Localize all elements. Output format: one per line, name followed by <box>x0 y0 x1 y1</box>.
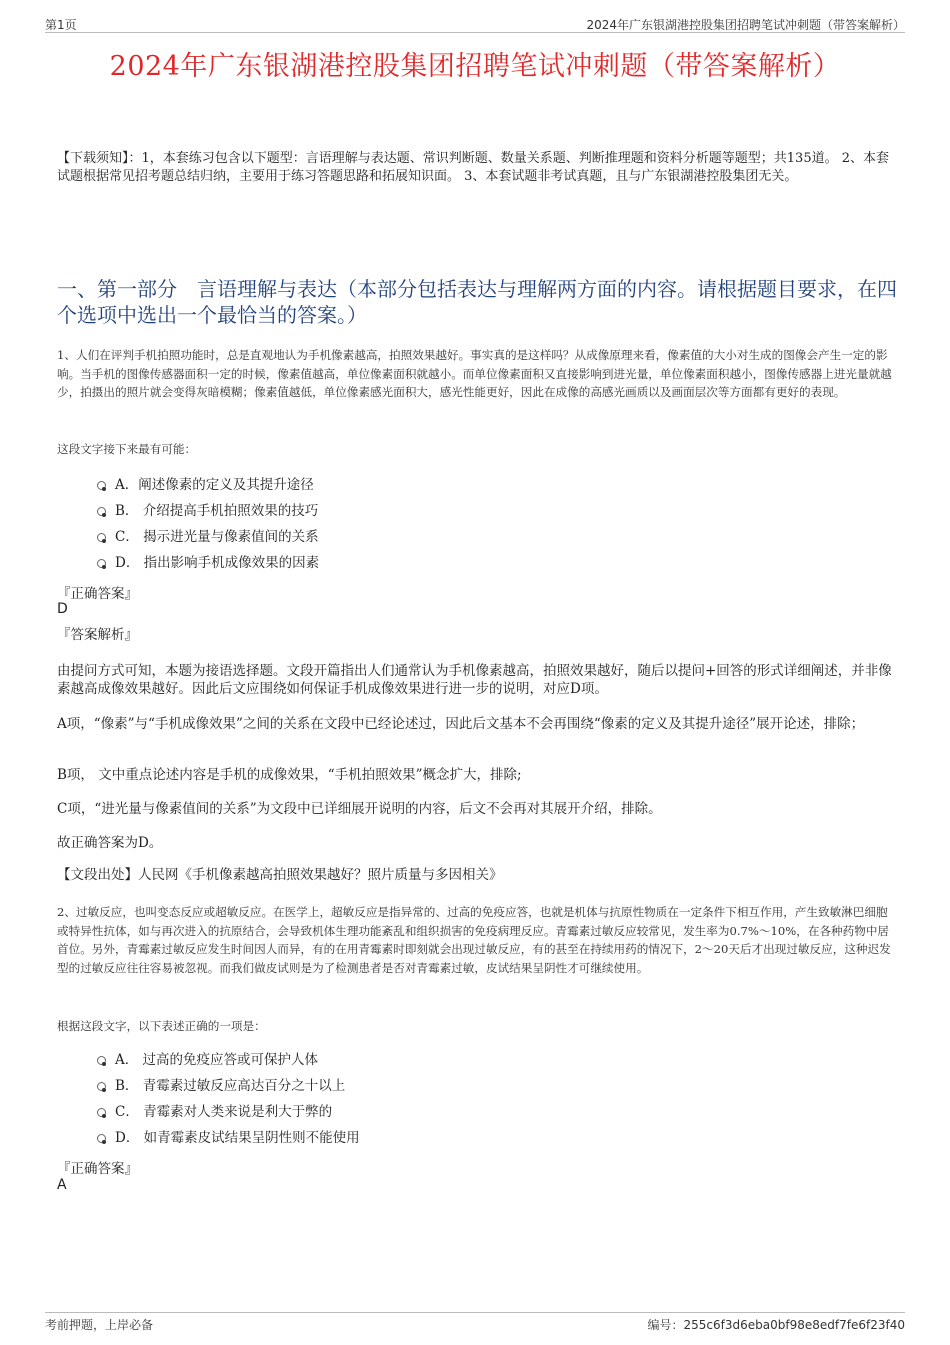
radio-icon[interactable] <box>97 1082 106 1091</box>
question-2-answer: A <box>57 1177 67 1193</box>
footer-slogan: 考前押题，上岸必备 <box>45 1318 154 1332</box>
page-number: 第1页 <box>45 18 77 32</box>
radio-icon[interactable] <box>97 481 106 490</box>
analysis-paragraph: 故正确答案为D。 <box>57 835 163 851</box>
question-2-answer-label: 『正确答案』 <box>57 1161 138 1177</box>
question-2-option-a[interactable]: A． 过高的免疫应答或可保护人体 <box>97 1047 360 1073</box>
analysis-paragraph: C项，“进光量与像素值间的关系”为文段中已详细展开说明的内容，后文不会再对其展开介绍，排除。 <box>57 801 662 817</box>
question-1-option-b[interactable]: B． 介绍提高手机拍照效果的技巧 <box>97 498 319 524</box>
question-1-text: 1、人们在评判手机拍照功能时，总是直观地认为手机像素越高，拍照效果越好。事实真的是这样吗？从成像原理来看，像素值的大小对生成的图像会产生一定的影响。当手机的图像传感器面积一定的时候，像素值越高，单位像素面积就越小。而单位像素面积又直接影响到进光量，单位像素面积越小，图像传感器上进光量就越少，拍摄出的照片就会变得灰暗模糊；像素值越低，单位像素感光面积大，感光性能更好，因此在成像的高感光画质以及画面层次等方面都有更好的表现。 <box>57 348 892 399</box>
header-doc-title: 2024年广东银湖港控股集团招聘笔试冲刺题（带答案解析） <box>586 18 905 32</box>
question-1-answer-label: 『正确答案』 <box>57 586 138 602</box>
page-footer <box>45 1312 905 1333</box>
download-notice: 【下载须知】：1，本套练习包含以下题型：言语理解与表达题、常识判断题、数量关系题、判断推理题和资料分析题等题型；共135道。 2、本套试题根据常见招考题总结归纳，主要用于练习答题思路和拓展知识面。 3、本套试题非考试真题，且与广东银湖港控股集团无关。 <box>57 151 889 184</box>
footer-code: 编号：255c6f3d6eba0bf98e8edf7fe6f23f40 <box>647 1318 905 1332</box>
radio-icon[interactable] <box>97 559 106 568</box>
question-2-option-c[interactable]: C． 青霉素对人类来说是利大于弊的 <box>97 1099 360 1125</box>
question-1-option-d[interactable]: D． 指出影响手机成像效果的因素 <box>97 550 319 576</box>
analysis-paragraph: A项，“像素”与“手机成像效果”之间的关系在文段中已经论述过，因此后文基本不会再围绕“像素的定义及其提升途径”展开论述，排除； <box>57 716 865 732</box>
question-2-option-b[interactable]: B． 青霉素过敏反应高达百分之十以上 <box>97 1073 360 1099</box>
radio-icon[interactable] <box>97 1056 106 1065</box>
question-1-answer: D <box>57 601 68 617</box>
radio-icon[interactable] <box>97 533 106 542</box>
question-1-prompt: 这段文字接下来最有可能： <box>57 442 197 456</box>
document-title: 2024年广东银湖港控股集团招聘笔试冲刺题（带答案解析） <box>109 51 841 82</box>
section-title: 一、第一部分 言语理解与表达（本部分包括表达与理解两方面的内容。请根据题目要求，在四个选项中选出一个最恰当的答案。） <box>57 277 897 327</box>
radio-icon[interactable] <box>97 507 106 516</box>
page-header <box>45 14 905 33</box>
question-1-analysis-label: 『答案解析』 <box>57 627 138 643</box>
analysis-paragraph: 由提问方式可知，本题为接语选择题。文段开篇指出人们通常认为手机像素越高，拍照效果越好，随后以提问+回答的形式详细阐述，并非像素越高成像效果越好。因此后文应围绕如何保证手机成像效果进行进一步的说明，对应D项。 <box>57 663 892 697</box>
question-1-option-c[interactable]: C． 揭示进光量与像素值间的关系 <box>97 524 319 550</box>
question-2-option-d[interactable]: D． 如青霉素皮试结果呈阴性则不能使用 <box>97 1125 360 1151</box>
analysis-paragraph: B项， 文中重点论述内容是手机的成像效果，“手机拍照效果”概念扩大，排除; <box>57 767 522 783</box>
question-2-text: 2、过敏反应，也叫变态反应或超敏反应。在医学上，超敏反应是指异常的、过高的免疫应答，也就是机体与抗原性物质在一定条件下相互作用，产生致敏淋巴细胞或特异性抗体，如与再次进入的抗原结合，会导致机体生理功能紊乱和组织损害的免疫病理反应。青霉素过敏反应较常见，发生率为0.7%～10%，在各种药物中居首位。另外，青霉素过敏反应发生时间因人而异，有的在用青霉素时即刻就会出现过敏反应，有的甚至在持续用药的情况下，2～20天后才出现过敏反应，这种迟发型的过敏反应往往容易被忽视。而我们做皮试则是为了检测患者是否对青霉素过敏，皮试结果呈阴性才可继续使用。 <box>57 905 891 975</box>
radio-icon[interactable] <box>97 1134 106 1143</box>
source-citation: 【文段出处】人民网《手机像素越高拍照效果越好？照片质量与多因相关》 <box>57 867 503 883</box>
question-2-prompt: 根据这段文字，以下表述正确的一项是： <box>57 1019 266 1033</box>
radio-icon[interactable] <box>97 1108 106 1117</box>
question-1-options <box>97 472 319 576</box>
question-2-options <box>97 1047 360 1151</box>
question-1-option-a[interactable]: A．阐述像素的定义及其提升途径 <box>97 472 319 498</box>
